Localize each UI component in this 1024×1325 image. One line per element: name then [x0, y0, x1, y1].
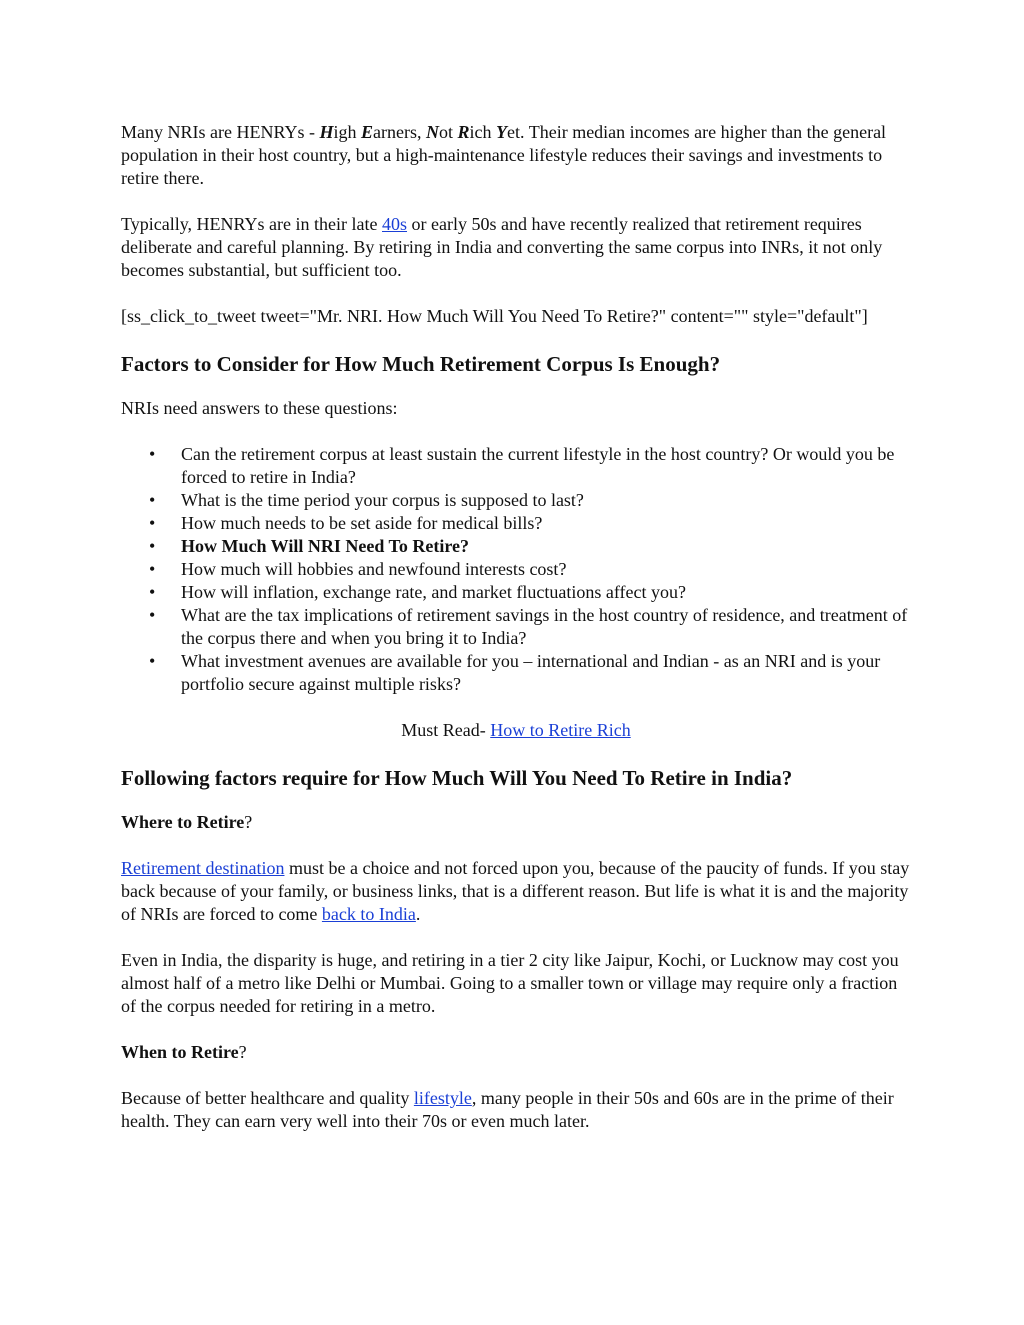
list-item-text: How much needs to be set aside for medical bills?: [181, 513, 543, 533]
bullet-icon: •: [149, 559, 156, 579]
list-item: [149, 581, 911, 604]
acronym-word-earners: arners,: [373, 122, 427, 142]
intro-text-rest: et. Their median incomes are higher than the general population in their host country, but a high-maintenance lifestyle reduces their savings and investments to retire there.: [121, 122, 887, 188]
questions-list: [121, 443, 911, 696]
intro-text: Many NRIs are HENRYs -: [121, 122, 320, 142]
list-item-text: How will inflation, exchange rate, and market fluctuations affect you?: [181, 582, 686, 602]
list-item: [149, 650, 911, 696]
acronym-letter-h: H: [319, 122, 334, 142]
destination-text-end: .: [415, 904, 421, 924]
forties-link[interactable]: 40s: [382, 214, 408, 234]
acronym-letter-n: N: [426, 122, 440, 142]
when-question-mark: ?: [238, 1042, 247, 1062]
list-item: [149, 535, 911, 558]
age-text: Typically, HENRYs are in their late: [121, 214, 382, 234]
acronym-letter-r: R: [457, 122, 470, 142]
healthcare-text: Because of better healthcare and quality: [121, 1088, 414, 1108]
following-factors-heading: Following factors require for How Much Will You Need To Retire in India?: [121, 766, 793, 790]
how-to-retire-rich-link[interactable]: How to Retire Rich: [490, 720, 631, 740]
healthcare-paragraph: [121, 1087, 911, 1133]
list-item-text: How much will hobbies and newfound interests cost?: [181, 559, 567, 579]
list-item: [149, 489, 911, 512]
when-to-retire-label: When to Retire: [121, 1042, 239, 1062]
factors-heading: Factors to Consider for How Much Retirement Corpus Is Enough?: [121, 352, 721, 376]
questions-intro: NRIs need answers to these questions:: [121, 398, 398, 418]
list-item: [149, 558, 911, 581]
acronym-word-not: ot: [439, 122, 458, 142]
bullet-icon: •: [149, 651, 156, 671]
where-subheading: [121, 811, 911, 834]
bullet-icon: •: [149, 605, 156, 625]
acronym-word-rich: ich: [469, 122, 497, 142]
article-body: [121, 121, 911, 1156]
acronym-letter-y: Y: [496, 122, 508, 142]
henrys-age-paragraph: [121, 213, 911, 282]
list-item-text: What is the time period your corpus is supposed to last?: [181, 490, 584, 510]
bullet-icon: •: [149, 444, 156, 464]
when-subheading: [121, 1041, 911, 1064]
retirement-destination-link[interactable]: Retirement destination: [121, 858, 285, 878]
bullet-icon: •: [149, 513, 156, 533]
back-to-india-link[interactable]: back to India: [321, 904, 416, 924]
healthcare-text-rest: , many people in their 50s and 60s are in the prime of their health. They can earn very well into their 70s or even much later.: [121, 1088, 894, 1131]
disparity-paragraph: Even in India, the disparity is huge, and retiring in a tier 2 city like Jaipur, Kochi, or Lucknow may cost you almost half of a metro like Delhi or Mumbai. Going to a smaller town or village may require only a fraction of the corpus needed for retiring in a metro.: [121, 950, 899, 1016]
acronym-letter-e: E: [361, 122, 374, 142]
list-item: [149, 512, 911, 535]
acronym-word-high: igh: [333, 122, 362, 142]
henrys-intro-paragraph: [121, 121, 911, 190]
where-question-mark: ?: [244, 812, 253, 832]
bullet-icon: •: [149, 582, 156, 602]
lifestyle-link[interactable]: lifestyle: [413, 1088, 472, 1108]
must-read-label: Must Read-: [401, 720, 491, 740]
bullet-icon: •: [149, 490, 156, 510]
list-item-text: What are the tax implications of retirement savings in the host country of residence, and treatment of the corpus there and when you bring it to India?: [181, 605, 908, 648]
list-item: [149, 604, 911, 650]
shortcode-paragraph: [ss_click_to_tweet tweet="Mr. NRI. How Much Will You Need To Retire?" content="" style="default"]: [121, 306, 868, 326]
destination-paragraph: [121, 857, 911, 926]
age-text-rest: or early 50s and have recently realized that retirement requires deliberate and careful planning. By retiring in India and converting the same corpus into INRs, it not only becomes substantial, but sufficient too.: [121, 214, 883, 280]
list-item-text-bold: How Much Will NRI Need To Retire?: [181, 536, 470, 556]
must-read-line: [121, 719, 911, 742]
where-to-retire-label: Where to Retire: [121, 812, 245, 832]
list-item: [149, 443, 911, 489]
bullet-icon: •: [149, 536, 156, 556]
list-item-text: What investment avenues are available for you – international and Indian - as an NRI and is your portfolio secure against multiple risks?: [181, 651, 881, 694]
destination-text: must be a choice and not forced upon you, because of the paucity of funds. If you stay back because of your family, or business links, that is a different reason. But life is what it is and the majority of NRIs are forced to come: [121, 858, 910, 924]
list-item-text: Can the retirement corpus at least sustain the current lifestyle in the host country? Or would you be forced to retire in India?: [181, 444, 895, 487]
